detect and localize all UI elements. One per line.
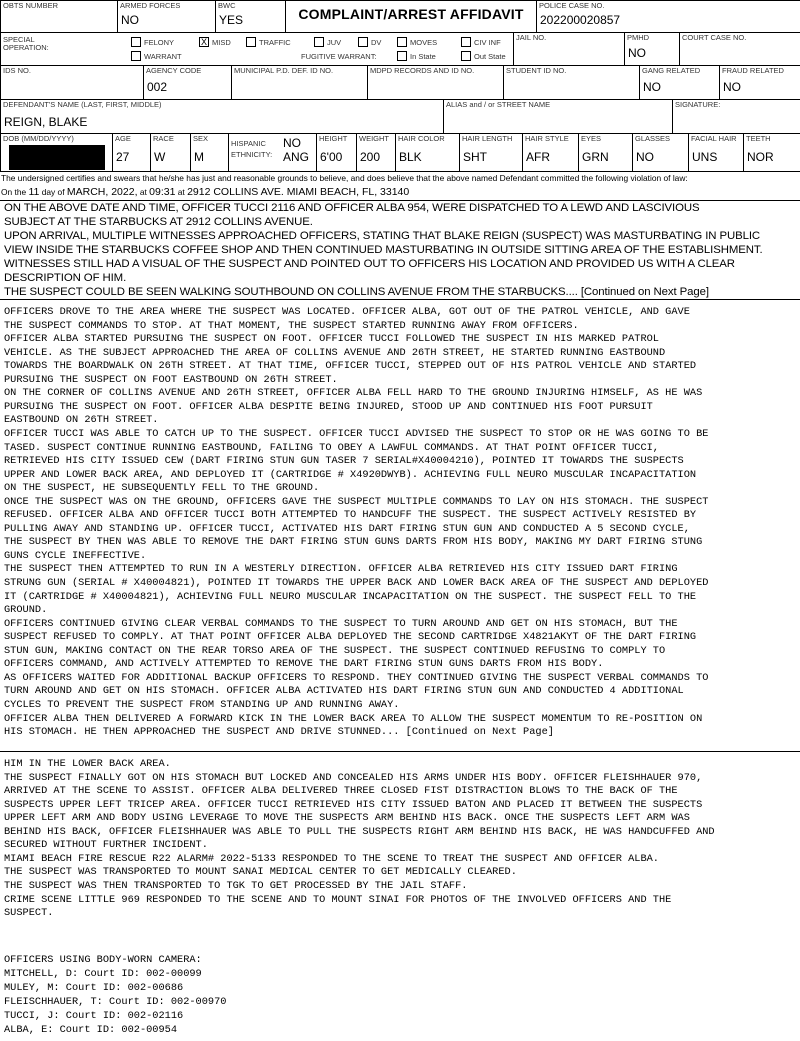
continuation-line: PULLING AWAY AND STANDING UP. OFFICER TUCCI, ACTIVATED HIS DART FIRING STUN GUN AND CONDUCTED A 5 SECOND CYCLE, — [4, 522, 690, 535]
bwc-officer-item: MULEY, M: Court ID: 002-00686 — [4, 982, 184, 994]
jail-no-label: JAIL NO. — [516, 33, 547, 42]
obts-number-label: OBTS NUMBER — [3, 1, 59, 10]
traffic-checkbox[interactable] — [246, 37, 256, 47]
armed-forces-label: ARMED FORCES — [120, 1, 181, 10]
glasses-cell — [633, 134, 689, 172]
pmhd-label: PMHD — [627, 33, 650, 42]
in-state-label: In State — [410, 52, 436, 61]
day-number: 11 — [28, 186, 40, 198]
ids-no-cell — [1, 66, 144, 100]
age-cell — [113, 134, 151, 172]
continuation-line: CRIME SCENE LITTLE 969 RESPONDED TO THE SCENE AND TO MOUNT SINAI FOR PHOTOS OF THE INVOLVED OFFICERS AND THE — [4, 893, 672, 906]
continuation-line: EASTBOUND ON 26TH STREET. — [4, 414, 159, 427]
violation-time: 09:31 — [149, 186, 176, 198]
signature-cell — [673, 100, 800, 134]
signature-label: SIGNATURE: — [675, 100, 721, 109]
bwc-heading: OFFICERS USING BODY-WORN CAMERA: — [4, 954, 202, 966]
felony-checkbox[interactable] — [131, 37, 141, 47]
defendant-name-label: DEFENDANT'S NAME (LAST, FIRST, MIDDLE) — [3, 100, 162, 109]
eyes-value: GRN — [582, 150, 609, 164]
continuation-line: OFFICERS CONTINUED GIVING CLEAR VERBAL COMMANDS TO THE SUSPECT TO TURN AROUND AND GET ON HIS STOMACH, BUT THE — [4, 617, 678, 630]
continuation-line: SUSPECT. — [4, 907, 54, 920]
continuation-line: THE SUSPECT WAS THEN TRANSPORTED TO TGK TO GET PROCESSED BY THE JAIL STAFF. — [4, 879, 468, 892]
continuation-line: TURN AROUND AND GET ON HIS STOMACH. OFFICER ALBA ACTIVATED HIS DART FIRING STUN GUN AND CONDUCTED 4 ADDITIONAL — [4, 685, 684, 698]
fugitive-warrant-label: FUGITIVE WARRANT: — [301, 52, 377, 61]
glasses-label: GLASSES — [635, 134, 671, 143]
day-of-label: day of — [41, 187, 65, 197]
affidavit-form — [0, 0, 800, 172]
hispanic-label: HISPANIC ETHNICITY: — [231, 139, 273, 159]
mdpd-records-cell — [368, 66, 504, 100]
continuation-line: OFFICER ALBA STARTED PURSUING THE SUSPECT ON FOOT. OFFICER TUCCI FOLLOWED THE SUSPECT IN HIS MARKED PATROL — [4, 333, 659, 346]
civ-inf-label: CIV INF — [474, 38, 501, 47]
facial-hair-label: FACIAL HAIR — [691, 134, 737, 143]
hair-length-label: HAIR LENGTH — [462, 134, 513, 143]
pmhd-cell — [625, 33, 680, 66]
juv-checkbox[interactable] — [314, 37, 324, 47]
continuation-line: MIAMI BEACH FIRE RESCUE R22 ALARM# 2022-5133 RESPONDED TO THE SCENE TO TREAT THE SUSPECT AND OFFICER ALBA. — [4, 852, 659, 865]
court-case-label: COURT CASE NO. — [682, 33, 747, 42]
agency-code-label: AGENCY CODE — [146, 66, 202, 75]
jail-no-cell — [514, 33, 625, 66]
police-case-value: 202200020857 — [540, 13, 621, 27]
dv-label: DV — [371, 38, 382, 47]
narrative-line: WITNESSES STILL HAD A VISUAL OF THE SUSPECT AND POINTED OUT TO OFFICERS HIS LOCATION AND PROVIDED US WITH A CLEAR — [4, 258, 735, 270]
age-value: 27 — [116, 150, 130, 164]
dv-checkbox[interactable] — [358, 37, 368, 47]
continuation-line: ARRIVED AT THE SCENE TO ASSIST. OFFICER ALBA DELIVERED THREE CLOSED FIST DISTRACTION BLOWS TO THE BACK OF THE — [4, 785, 678, 798]
ids-no-label: IDS NO. — [3, 66, 31, 75]
violation-location: 2912 COLLINS AVE. MIAMI BEACH, FL, 33140 — [187, 186, 410, 198]
hair-length-cell — [460, 134, 523, 172]
student-id-label: STUDENT ID NO. — [506, 66, 567, 75]
narrative-line: SUBJECT AT THE STARBUCKS AT 2912 COLLINS AVENUE. — [4, 216, 313, 228]
age-label: AGE — [115, 134, 131, 143]
hair-style-value: AFR — [526, 150, 550, 164]
height-value: 6'00 — [320, 150, 343, 164]
continuation-line: OFFICERS DROVE TO THE AREA WHERE THE SUSPECT WAS LOCATED. OFFICER ALBA, GOT OUT OF THE PATROL VEHICLE, AND GAVE — [4, 306, 690, 318]
special-operation-label: SPECIAL OPERATION: — [3, 35, 49, 52]
continuation-line: REFUSED. OFFICER ALBA AND OFFICER TUCCI BOTH ATTEMPTED TO HANDCUFF THE SUSPECT. THE SUSPECT ACTIVELY RESISTED BY — [4, 509, 697, 522]
narrative-line: VIEW INSIDE THE STARBUCKS COFFEE SHOP AND THEN CONTINUED MASTURBATING IN OUTSIDE SITTING AREA OF THE ESTABLISHMENT. — [4, 244, 763, 256]
continuation-line: AS OFFICERS WAITED FOR ADDITIONAL BACKUP OFFICERS TO RESPOND. THEY CONTINUED GIVING THE SUSPECT VERBAL COMMANDS TO — [4, 671, 709, 684]
violation-date-line — [1, 186, 409, 198]
certification-text: The undersigned certifies and swears that he/she has just and reasonable grounds to believe, and does believe that the above named Defendant committed the following violation of law: — [1, 173, 688, 183]
weight-label: WEIGHT — [359, 134, 389, 143]
dob-label: DOB (MM/DD/YYYY) — [3, 134, 74, 143]
obts-number-cell — [1, 1, 118, 33]
hair-color-cell — [396, 134, 460, 172]
out-state-label: Out State — [474, 52, 506, 61]
special-operation-cell — [1, 33, 514, 66]
race-label: RACE — [153, 134, 174, 143]
continuation-line: GUNS CYCLE INEFFECTIVE. — [4, 549, 147, 562]
municipal-pd-label: MUNICIPAL P.D. DEF. ID NO. — [234, 66, 334, 75]
facial-hair-value: UNS — [692, 150, 718, 164]
continuation-line: OFFICER TUCCI WAS ABLE TO CATCH UP TO THE SUSPECT. OFFICER TUCCI ADVISED THE SUSPECT TO STOP OR HE WAS GOING TO BE — [4, 427, 709, 440]
mdpd-records-label: MDPD RECORDS AND ID NO. — [370, 66, 475, 75]
hair-color-label: HAIR COLOR — [398, 134, 445, 143]
alias-cell — [444, 100, 673, 134]
hispanic-cell — [229, 134, 317, 172]
armed-forces-value: NO — [121, 13, 139, 27]
continuation-section-1 — [0, 304, 800, 752]
court-case-cell — [680, 33, 800, 66]
continuation-line: UPPER LEFT ARM AND BODY USING LEVERAGE TO MOVE THE SUSPECTS ARM BEHIND HIS BACK. ONCE THE SUSPECTS LEFT ARM WAS — [4, 812, 690, 825]
race-value: W — [154, 150, 166, 164]
hair-color-value: BLK — [399, 150, 422, 164]
municipal-pd-cell — [232, 66, 368, 100]
eyes-cell — [579, 134, 633, 172]
moves-checkbox[interactable] — [397, 37, 407, 47]
narrative-line: DESCRIPTION OF HIM. — [4, 272, 127, 284]
fraud-related-value: NO — [723, 80, 741, 94]
sex-label: SEX — [193, 134, 209, 143]
teeth-value: NOR — [747, 150, 774, 164]
dob-cell — [1, 134, 113, 172]
continuation-line: THE SUSPECT THEN ATTEMPTED TO RUN IN A WESTERLY DIRECTION. OFFICER ALBA RETRIEVED HIS CITY ISSUED DART FIRING — [4, 563, 678, 576]
bwc-value: YES — [219, 13, 244, 27]
continuation-line: BEHIND HIS BACK, OFFICER FLEISHHAUER WAS ABLE TO PULL THE SUSPECTS RIGHT ARM BEHIND HIS BACK, HE WAS HANDCUFFED AND — [4, 825, 715, 838]
misd-checkbox[interactable]: X — [200, 37, 207, 47]
continuation-line: SECURED WITHOUT FURTHER INCIDENT. — [4, 839, 208, 852]
hair-length-value: SHT — [463, 150, 487, 164]
continuation-line: PURSUING THE SUSPECT ON FOOT. OFFICER ALBA DESPITE BEING INJURED, STOOD UP AND CONTINUED HIS FOOT PURSUIT — [4, 400, 653, 413]
continuation-line: PURSUING THE SUSPECT ON FOOT EASTBOUND ON 26TH STREET. — [4, 373, 338, 386]
pmhd-value: NO — [628, 46, 646, 60]
dob-redaction — [9, 145, 105, 170]
sex-cell — [191, 134, 229, 172]
narrative-line: UPON ARRIVAL, MULTIPLE WITNESSES APPROACHED OFFICERS, STATING THAT BLAKE REIGN (SUSPECT) WAS MASTURBATING IN PUBLIC — [4, 230, 761, 242]
juv-label: JUV — [327, 38, 342, 47]
continuation-line: RETRIEVED HIS CITY ISSUED CEW (DART FIRING STUN GUN TASER 7 SERIAL#X40004210), POINTED IT TOWARDS THE SUSPECTS — [4, 455, 684, 468]
facial-hair-cell — [689, 134, 744, 172]
police-case-label: POLICE CASE NO. — [539, 1, 605, 10]
weight-value: 200 — [360, 150, 381, 164]
continuation-line: VEHICLE. AS THE SUBJECT APPROACHED THE AREA OF COLLINS AVENUE AND 26TH STREET, HE STARTED RUNNING EASTBOUND — [4, 346, 666, 359]
continuation-line: THE SUSPECT FINALLY GOT ON HIS STOMACH BUT LOCKED AND CONCEALED HIS ARMS UNDER HIS BODY. OFFICER FLEISHHAUER 970, — [4, 771, 703, 784]
gang-related-cell — [640, 66, 720, 100]
continuation-line: IT (CARTRIDGE # X40004821), ACHIEVING FULL NEURO MUSCULAR INCAPACITATION ON THE SUSPECT. THE SUSPECT FELL TO THE — [4, 590, 697, 603]
continuation-section-2 — [0, 758, 800, 918]
continuation-line: STRUNG GUN (SERIAL # X40004821), POINTED IT TOWARDS THE UPPER BACK AND LOWER BACK AREA OF THE SUSPECT AND DEPLOYED — [4, 577, 709, 589]
out-state-checkbox[interactable] — [461, 51, 471, 61]
gang-related-label: GANG RELATED — [642, 66, 701, 75]
eyes-label: EYES — [581, 134, 602, 143]
at-label-2: at — [177, 187, 185, 197]
continuation-line: GROUND. — [4, 604, 48, 617]
in-state-checkbox[interactable] — [397, 51, 407, 61]
hair-style-label: HAIR STYLE — [525, 134, 569, 143]
continuation-line: THE SUSPECT BY THEN WAS ABLE TO REMOVE THE DART FIRING STUN GUNS DARTS FROM HIS BODY, MAKING MY DART FIRING STUNG — [4, 536, 703, 549]
felony-label: FELONY — [144, 38, 175, 47]
continuation-line: UPPER AND LOWER BACK AREA, AND DEPLOYED IT (CARTRIDGE # X4920DWYB). ACHIEVING FULL NEURO MUSCULAR INCAPACITATION — [4, 468, 697, 481]
police-case-cell — [537, 1, 800, 33]
bwc-officer-item: FLEISCHHAUER, T: Court ID: 002-00970 — [4, 996, 227, 1008]
month-year: MARCH, 2022, — [66, 186, 138, 198]
bwc-officer-item: ALBA, E: Court ID: 002-00954 — [4, 1024, 178, 1036]
armed-forces-cell — [118, 1, 216, 33]
defendant-name-cell — [1, 100, 444, 134]
fraud-related-label: FRAUD RELATED — [722, 66, 784, 75]
continuation-line: HIM IN THE LOWER BACK AREA. — [4, 758, 171, 770]
civ-inf-checkbox[interactable] — [461, 37, 471, 47]
continuation-line: SUSPECTS UPPER LEFT TRICEP AREA. OFFICER TUCCI RETRIEVED HIS CITY ISSUED BATON AND PLACED IT BETWEEN THE SUSPECTS — [4, 798, 703, 811]
bwc-cell — [216, 1, 286, 33]
narrative-box — [0, 200, 800, 300]
continuation-line: OFFICERS COMMAND, AND ACTIVELY ATTEMPTED TO REMOVE THE DART FIRING STUN GUNS DARTS FROM HIS BODY. — [4, 658, 604, 671]
misd-label: MISD — [212, 38, 231, 47]
hispanic-value-bottom: ANG — [283, 150, 310, 164]
continuation-line: TASED. SUSPECT CONTINUE RUNNING EASTBOUND, FAILING TO OBEY A LAWFUL COMMANDS. AT THAT POINT OFFICER TUCCI, — [4, 441, 659, 454]
height-label: HEIGHT — [319, 134, 348, 143]
on-the-label: On the — [1, 187, 27, 197]
alias-label: ALIAS and / or STREET NAME — [446, 100, 551, 109]
agency-code-cell — [144, 66, 232, 100]
form-title: COMPLAINT/ARREST AFFIDAVIT — [298, 6, 524, 22]
race-cell — [151, 134, 191, 172]
continuation-line: ON THE CORNER OF COLLINS AVENUE AND 26TH STREET, OFFICER ALBA FELL HARD TO THE GROUND INJURING HIMSELF, AS HE WAS — [4, 387, 703, 400]
continuation-line: STUN GUN, MAKING CONTACT ON THE REAR TORSO AREA OF THE SUSPECT. THE SUSPECT CONTINUED REFUSING TO COMPLY TO — [4, 644, 666, 657]
traffic-label: TRAFFIC — [259, 38, 291, 47]
continuation-line: ONCE THE SUSPECT WAS ON THE GROUND, OFFICERS GAVE THE SUSPECT MULTIPLE COMMANDS TO LAY ON HIS STOMACH. THE SUSPECT — [4, 495, 709, 508]
continuation-line: CYCLES TO PREVENT THE SUSPECT FROM STANDING UP AND RUNNING AWAY. — [4, 698, 400, 711]
height-cell — [317, 134, 357, 172]
at-label: at — [139, 187, 147, 197]
continuation-line: ON THE SUSPECT, HE SUBSEQUENTLY FELL TO THE GROUND. — [4, 482, 320, 495]
gang-related-value: NO — [643, 80, 661, 94]
narrative-line: THE SUSPECT COULD BE SEEN WALKING SOUTHBOUND ON COLLINS AVENUE FROM THE STARBUCKS.... [Continued on Next Page] — [4, 286, 709, 298]
bwc-label: BWC — [218, 1, 236, 10]
defendant-name-value: REIGN, BLAKE — [4, 115, 88, 129]
hispanic-value-top: NO — [283, 136, 301, 150]
agency-code-value: 002 — [147, 80, 168, 94]
sex-value: M — [194, 150, 204, 164]
fraud-related-cell — [720, 66, 800, 100]
continuation-line: TOWARDS THE BOARDWALK ON 26TH STREET. AT THAT TIME, OFFICER TUCCI, STEPPED OUT OF HIS PATROL VEHICLE AND STARTED — [4, 360, 697, 373]
bwc-officer-item: TUCCI, J: Court ID: 002-02116 — [4, 1010, 184, 1022]
warrant-checkbox[interactable] — [131, 51, 141, 61]
teeth-cell — [744, 134, 800, 172]
form-title-cell — [286, 1, 537, 33]
weight-cell — [357, 134, 396, 172]
bwc-officers-section — [0, 954, 800, 1040]
hair-style-cell — [523, 134, 579, 172]
moves-label: MOVES — [410, 38, 438, 47]
glasses-value: NO — [636, 150, 654, 164]
bwc-officer-item: MITCHELL, D: Court ID: 002-00099 — [4, 968, 202, 980]
warrant-label: WARRANT — [144, 52, 182, 61]
continuation-line: THE SUSPECT COMMANDS TO STOP. AT THAT MOMENT, THE SUSPECT STARTED RUNNING AWAY FROM OFFICERS. — [4, 319, 579, 332]
continuation-line: HIS STOMACH. HE THEN APPROACHED THE SUSPECT AND DRIVE STUNNED... [Continued on Next Page] — [4, 726, 554, 739]
continuation-line: SUSPECT REFUSED TO COMPLY. AT THAT POINT OFFICER ALBA DEPLOYED THE SECOND CARTRIDGE X4821AKYT OF THE DART FIRING — [4, 631, 697, 644]
narrative-line: ON THE ABOVE DATE AND TIME, OFFICER TUCCI 2116 AND OFFICER ALBA 954, WERE DISPATCHED TO A LEWD AND LASCIVIOUS — [4, 202, 700, 214]
student-id-cell — [504, 66, 640, 100]
teeth-label: TEETH — [746, 134, 771, 143]
continuation-line: OFFICER ALBA THEN DELIVERED A FORWARD KICK IN THE LOWER BACK AREA TO ALLOW THE SUSPECT MOMENTUM TO RE-POSITION ON — [4, 712, 703, 725]
continuation-line: THE SUSPECT WAS TRANSPORTED TO MOUNT SANAI MEDICAL CENTER TO GET MEDICALLY CLEARED. — [4, 866, 517, 879]
